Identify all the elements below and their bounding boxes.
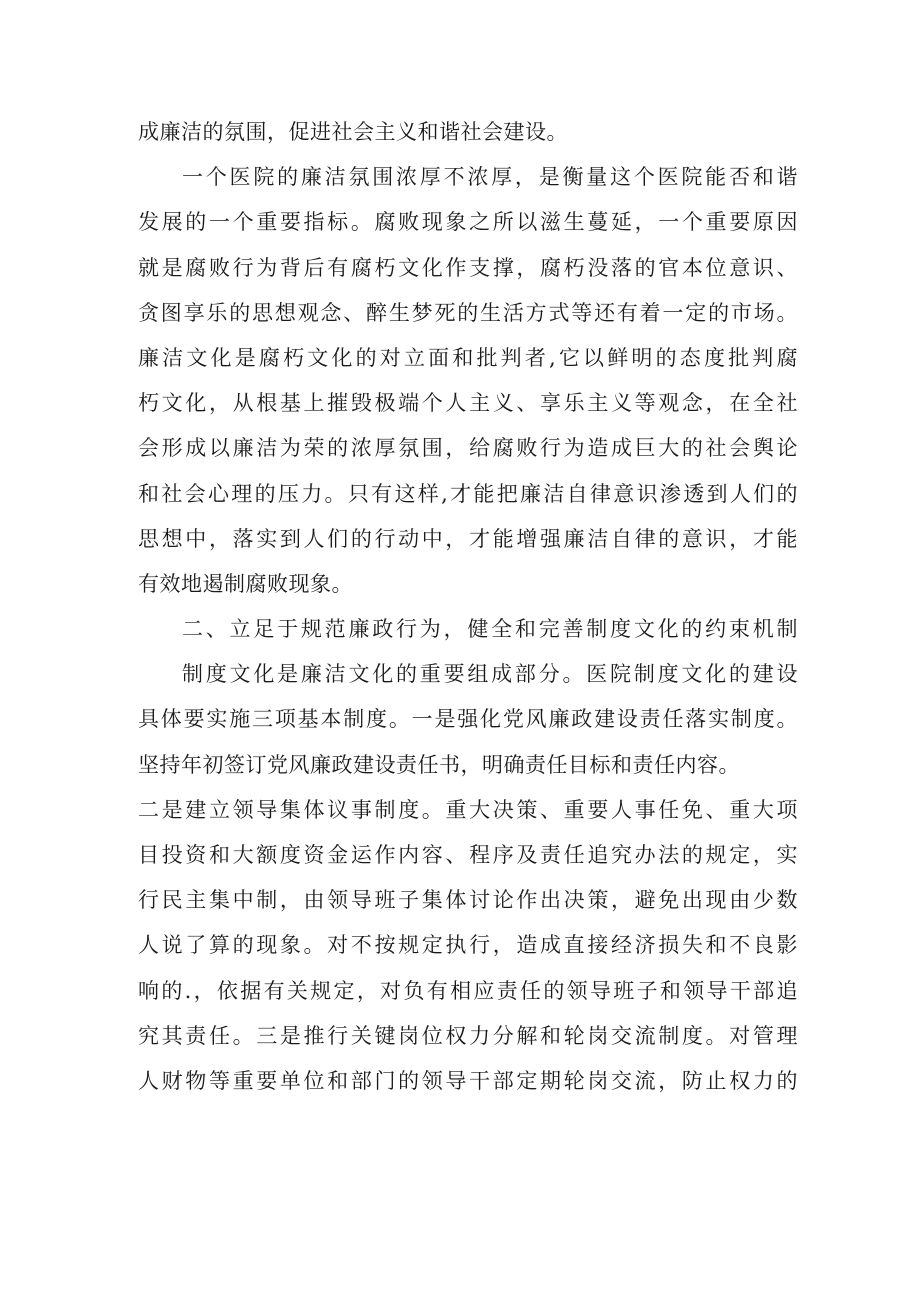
text-line: 和社会心理的压力。只有这样,才能把廉洁自律意识渗透到人们的 <box>138 481 798 506</box>
text-line: 究其责任。三是推行关键岗位权力分解和轮岗交流制度。对管理 <box>138 1023 798 1048</box>
text-line: 就是腐败行为背后有腐朽文化作支撑，腐朽没落的官本位意识、 <box>138 255 798 280</box>
text-line: 成廉洁的氛围，促进社会主义和谐社会建设。 <box>138 120 568 144</box>
text-line: 廉洁文化是腐朽文化的对立面和批判者,它以鲜明的态度批判腐 <box>138 345 798 370</box>
body-text <box>138 110 798 1104</box>
text-line: 二、立足于规范廉政行为，健全和完善制度文化的约束机制 <box>182 617 798 642</box>
text-line: 朽文化，从根基上摧毁极端个人主义、享乐主义等观念，在全社 <box>138 391 798 416</box>
text-line: 人说了算的现象。对不按规定执行，造成直接经济损失和不良影 <box>138 933 798 958</box>
text-line: 会形成以廉洁为荣的浓厚氛围，给腐败行为造成巨大的社会舆论 <box>138 436 798 461</box>
text-line: 人财物等重要单位和部门的领导干部定期轮岗交流，防止权力的 <box>138 1068 798 1093</box>
text-line: 坚持年初签订党风廉政建设责任书，明确责任目标和责任内容。 <box>138 752 740 777</box>
text-line: 思想中，落实到人们的行动中，才能增强廉洁自律的意识，才能 <box>138 526 798 551</box>
text-line: 有效地遏制腐败现象。 <box>138 571 353 596</box>
text-line: 贪图享乐的思想观念、醉生梦死的生活方式等还有着一定的市场。 <box>138 300 798 325</box>
text-line: 具体要实施三项基本制度。一是强化党风廉政建设责任落实制度。 <box>138 707 798 732</box>
text-line: 目投资和大额度资金运作内容、程序及责任追究办法的规定，实 <box>138 843 798 867</box>
text-line: 响的.，依据有关规定，对负有相应责任的领导班子和领导干部追 <box>138 978 798 1003</box>
text-line: 二是建立领导集体议事制度。重大决策、重要人事任免、重大项 <box>138 797 798 822</box>
text-line: 一个医院的廉洁氛围浓厚不浓厚，是衡量这个医院能否和谐 <box>182 165 798 190</box>
text-line: 制度文化是廉洁文化的重要组成部分。医院制度文化的建设 <box>182 662 798 687</box>
text-line: 发展的一个重要指标。腐败现象之所以滋生蔓延，一个重要原因 <box>138 210 798 235</box>
text-line: 行民主集中制，由领导班子集体讨论作出决策，避免出现由少数 <box>138 888 798 913</box>
